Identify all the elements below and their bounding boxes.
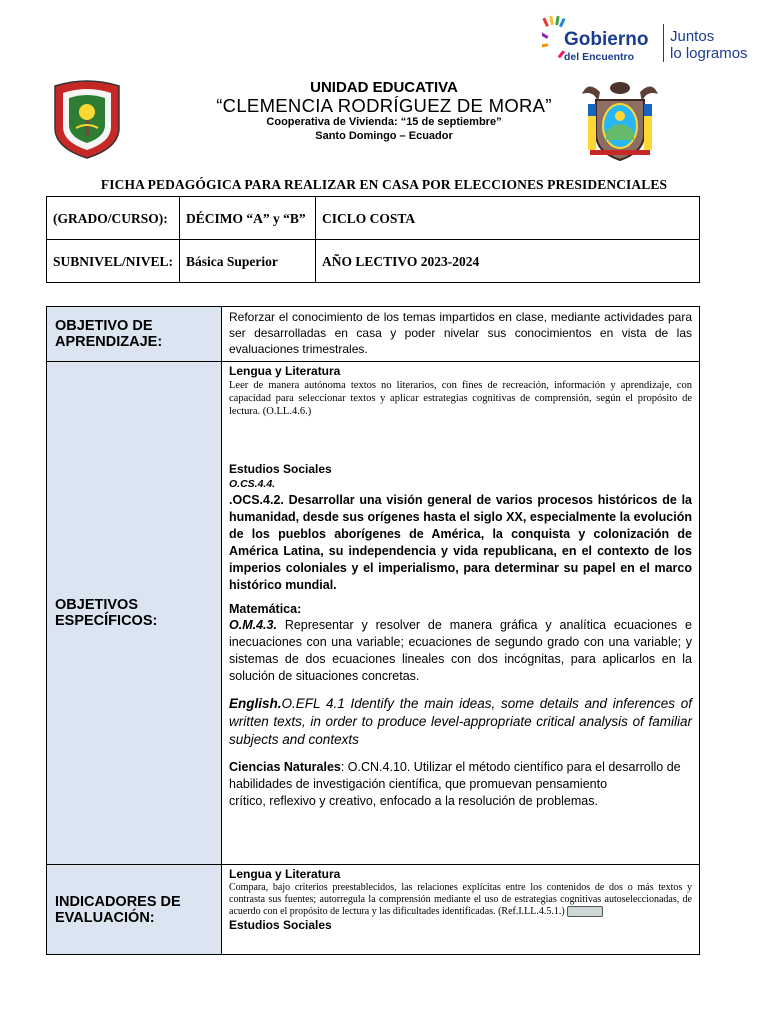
matematica-heading: Matemática:: [229, 602, 302, 616]
sociales-code: O.CS.4.4.: [229, 478, 276, 490]
learning-objective-label: OBJETIVO DE APRENDIZAJE:: [47, 307, 222, 362]
school-name: “CLEMENCIA RODRÍGUEZ DE MORA”: [216, 95, 552, 116]
cycle-value: CICLO COSTA: [316, 197, 700, 240]
government-name: Gobierno: [564, 29, 649, 50]
learning-objective-text: Reforzar el conocimiento de los temas impartidos en clase, mediante actividades para ser desarrolladas en casa y poder nivelar sus conocimientos en vista de las evaluaciones trimestrales.: [222, 307, 700, 362]
sociales-heading: Estudios Sociales: [229, 462, 332, 476]
school-city: Santo Domingo – Ecuador: [315, 130, 453, 142]
english-text: O.EFL 4.1 Identify the main ideas, some details and inferences of written texts, in order to produce level-appropriate critical analysis of familiar subjects and contexts: [229, 696, 692, 747]
grade-value: DÉCIMO “A” y “B”: [180, 197, 316, 240]
grade-label: (GRADO/CURSO):: [47, 197, 180, 240]
specific-objectives-label: OBJETIVOS ESPECÍFICOS:: [47, 362, 222, 865]
government-slogan-line-1: Juntos: [670, 28, 715, 45]
ciencias-objective: [229, 759, 692, 810]
sublevel-value: Básica Superior: [180, 240, 316, 283]
matematica-code: O.M.4.3.: [229, 618, 277, 632]
pedagogical-table: [46, 306, 700, 955]
indicator-sociales-heading: Estudios Sociales: [229, 918, 332, 932]
indicator-lengua-heading: Lengua y Literatura: [229, 867, 341, 881]
school-address: Cooperativa de Vivienda: “15 de septiembre”: [266, 116, 502, 128]
ciencias-text: : O.CN.4.10. Utilizar el método científico para el desarrollo de habilidades de investigación científica, que promuevan pensamiento: [229, 760, 681, 791]
sunburst-icon: [542, 14, 566, 66]
sociales-objective: .OCS.4.2. Desarrollar una visión general de varios procesos históricos de la humanidad, desde sus orígenes hasta el siglo XX, especialmente la evolución de los pueblos aborígenes de América, la conquista y colonización de América Latina, su independencia y vida republicana, en el contexto de los imperios coloniales y el imperialismo, para determinar su papel en el marco histórico mundial.: [229, 493, 692, 592]
school-year-value: AÑO LECTIVO 2023-2024: [316, 240, 700, 283]
sublevel-label: SUBNIVEL/NIVEL:: [47, 240, 180, 283]
logo-divider: [663, 24, 664, 62]
english-heading: English.: [229, 696, 282, 711]
indicator-lengua-text: Compara, bajo criterios preestablecidos, las relaciones explícitas entre los contenidos de dos o más textos y contrasta sus fuentes; autorregula la comprensión mediante el uso de estrategias cognitivas autoseleccionadas, de acuerdo con el propósito de lectura y las dificultades identificadas. (Ref.I.LL.4.5.1.): [229, 882, 692, 917]
lengua-objective: Leer de manera autónoma textos no literarios, con fines de recreación, información y aprendizaje, con capacidad para seleccionar textos y aplicar estrategias cognitivas de comprensión, según el propósito de lectura. (O.LL.4.6.): [229, 380, 692, 417]
matematica-objective: [229, 617, 692, 685]
lengua-heading: Lengua y Literatura: [229, 364, 341, 378]
government-subtitle: del Encuentro: [564, 51, 635, 63]
school-type: UNIDAD EDUCATIVA: [310, 79, 458, 96]
course-info-table: [46, 196, 700, 283]
matematica-text: Representar y resolver de manera gráfica y analítica ecuaciones e inecuaciones con una variable; ecuaciones de segundo grado con una variable; y sistemas de dos ecuaciones lineales con dos incógnitas, para aplicarlos en la solución de situaciones concretas.: [229, 618, 692, 683]
specific-objectives-content: [222, 362, 700, 865]
license-badge-icon: [567, 906, 603, 917]
ciencias-text-2: crítico, reflexivo y creativo, enfocado a la resolución de problemas.: [229, 794, 598, 808]
ciencias-heading: Ciencias Naturales: [229, 760, 341, 774]
document-title: FICHA PEDAGÓGICA PARA REALIZAR EN CASA POR ELECCIONES PRESIDENCIALES: [100, 177, 668, 192]
government-logo: [542, 14, 757, 66]
evaluation-indicators-label: INDICADORES DE EVALUACIÓN:: [47, 865, 222, 955]
government-slogan-line-2: lo logramos: [670, 45, 748, 62]
english-objective: [229, 695, 692, 749]
evaluation-indicators-content: [222, 865, 700, 955]
